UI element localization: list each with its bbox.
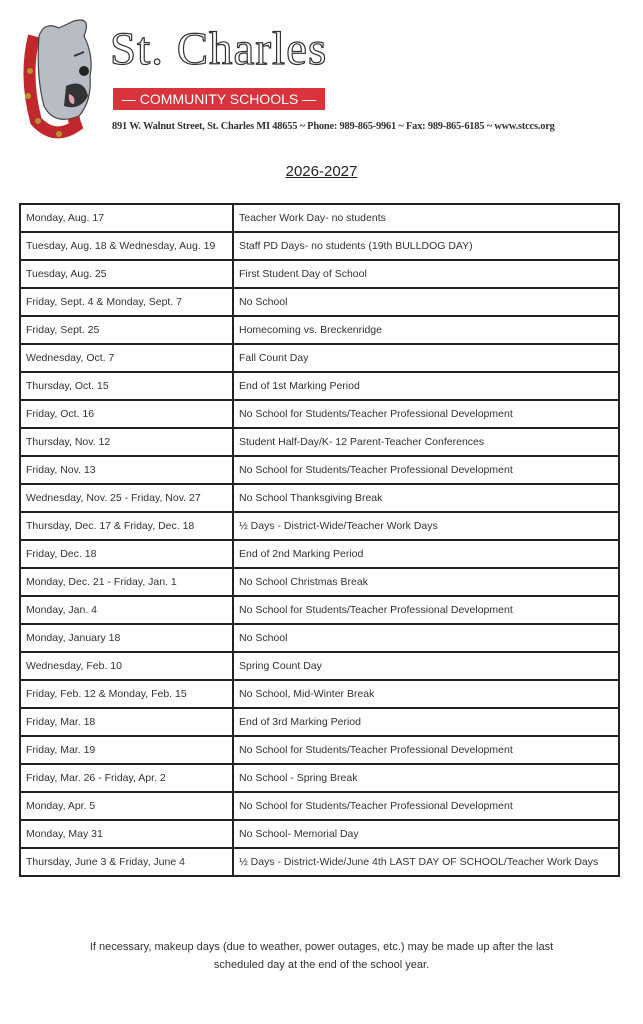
event-description: No School for Students/Teacher Professional Development	[233, 596, 619, 624]
event-description: End of 3rd Marking Period	[233, 708, 619, 736]
event-date: Friday, Nov. 13	[20, 456, 233, 484]
event-description: Homecoming vs. Breckenridge	[233, 316, 619, 344]
table-row	[20, 456, 619, 484]
event-date: Wednesday, Feb. 10	[20, 652, 233, 680]
event-date: Thursday, Oct. 15	[20, 372, 233, 400]
event-description: Student Half-Day/K- 12 Parent-Teacher Conferences	[233, 428, 619, 456]
event-description: End of 2nd Marking Period	[233, 540, 619, 568]
event-description: No School Thanksgiving Break	[233, 484, 619, 512]
table-row	[20, 820, 619, 848]
event-date: Friday, Mar. 19	[20, 736, 233, 764]
event-date: Friday, Dec. 18	[20, 540, 233, 568]
event-date: Tuesday, Aug. 25	[20, 260, 233, 288]
footnote-line-1: If necessary, makeup days (due to weather, power outages, etc.) may be made up after the last	[89, 941, 554, 953]
event-date: Monday, May 31	[20, 820, 233, 848]
table-row	[20, 372, 619, 400]
school-address: 891 W. Walnut Street, St. Charles MI 48655 ~ Phone: 989-865-9961 ~ Fax: 989-865-6185 ~ www.stccs.org	[112, 121, 555, 132]
table-row	[20, 428, 619, 456]
event-date: Monday, Dec. 21 - Friday, Jan. 1	[20, 568, 233, 596]
event-description: No School- Memorial Day	[233, 820, 619, 848]
community-schools-banner: — COMMUNITY SCHOOLS —	[113, 88, 325, 110]
event-description: No School for Students/Teacher Professional Development	[233, 792, 619, 820]
footnote-line-2: scheduled day at the end of the school year.	[213, 959, 430, 971]
event-date: Wednesday, Nov. 25 - Friday, Nov. 27	[20, 484, 233, 512]
event-date: Monday, Aug. 17	[20, 204, 233, 232]
event-date: Friday, Mar. 26 - Friday, Apr. 2	[20, 764, 233, 792]
event-date: Friday, Mar. 18	[20, 708, 233, 736]
table-row	[20, 204, 619, 232]
event-date: Tuesday, Aug. 18 & Wednesday, Aug. 19	[20, 232, 233, 260]
event-date: Friday, Feb. 12 & Monday, Feb. 15	[20, 680, 233, 708]
bulldog-logo	[14, 16, 104, 141]
table-row	[20, 484, 619, 512]
event-description: Staff PD Days- no students (19th BULLDOG DAY)	[233, 232, 619, 260]
table-row	[20, 540, 619, 568]
calendar-table	[19, 203, 620, 877]
table-row	[20, 708, 619, 736]
event-description: Spring Count Day	[233, 652, 619, 680]
event-description: Fall Count Day	[233, 344, 619, 372]
event-description: Teacher Work Day- no students	[233, 204, 619, 232]
school-name: St. Charles	[110, 23, 328, 75]
table-row	[20, 568, 619, 596]
table-row	[20, 288, 619, 316]
event-date: Thursday, Nov. 12	[20, 428, 233, 456]
event-description: No School for Students/Teacher Professional Development	[233, 456, 619, 484]
event-date: Friday, Oct. 16	[20, 400, 233, 428]
event-description: No School	[233, 288, 619, 316]
event-description: No School	[233, 624, 619, 652]
event-description: No School Christmas Break	[233, 568, 619, 596]
table-row	[20, 848, 619, 876]
event-date: Thursday, June 3 & Friday, June 4	[20, 848, 233, 876]
table-row	[20, 736, 619, 764]
table-row	[20, 680, 619, 708]
event-date: Wednesday, Oct. 7	[20, 344, 233, 372]
event-description: No School for Students/Teacher Professional Development	[233, 736, 619, 764]
table-row	[20, 764, 619, 792]
event-date: Monday, Jan. 4	[20, 596, 233, 624]
event-description: End of 1st Marking Period	[233, 372, 619, 400]
event-description: ½ Days - District-Wide/Teacher Work Days	[233, 512, 619, 540]
table-row	[20, 260, 619, 288]
event-description: No School, Mid-Winter Break	[233, 680, 619, 708]
event-date: Thursday, Dec. 17 & Friday, Dec. 18	[20, 512, 233, 540]
table-row	[20, 512, 619, 540]
event-date: Friday, Sept. 4 & Monday, Sept. 7	[20, 288, 233, 316]
event-description: ½ Days - District-Wide/June 4th LAST DAY OF SCHOOL/Teacher Work Days	[233, 848, 619, 876]
makeup-days-footnote	[60, 938, 583, 974]
event-date: Monday, Apr. 5	[20, 792, 233, 820]
event-description: No School for Students/Teacher Professional Development	[233, 400, 619, 428]
event-description: No School - Spring Break	[233, 764, 619, 792]
table-row	[20, 232, 619, 260]
table-row	[20, 344, 619, 372]
table-row	[20, 652, 619, 680]
table-row	[20, 596, 619, 624]
table-row	[20, 792, 619, 820]
event-description: First Student Day of School	[233, 260, 619, 288]
calendar-year-heading: 2026-2027	[285, 163, 358, 180]
event-date: Friday, Sept. 25	[20, 316, 233, 344]
table-row	[20, 316, 619, 344]
table-row	[20, 400, 619, 428]
event-date: Monday, January 18	[20, 624, 233, 652]
table-row	[20, 624, 619, 652]
